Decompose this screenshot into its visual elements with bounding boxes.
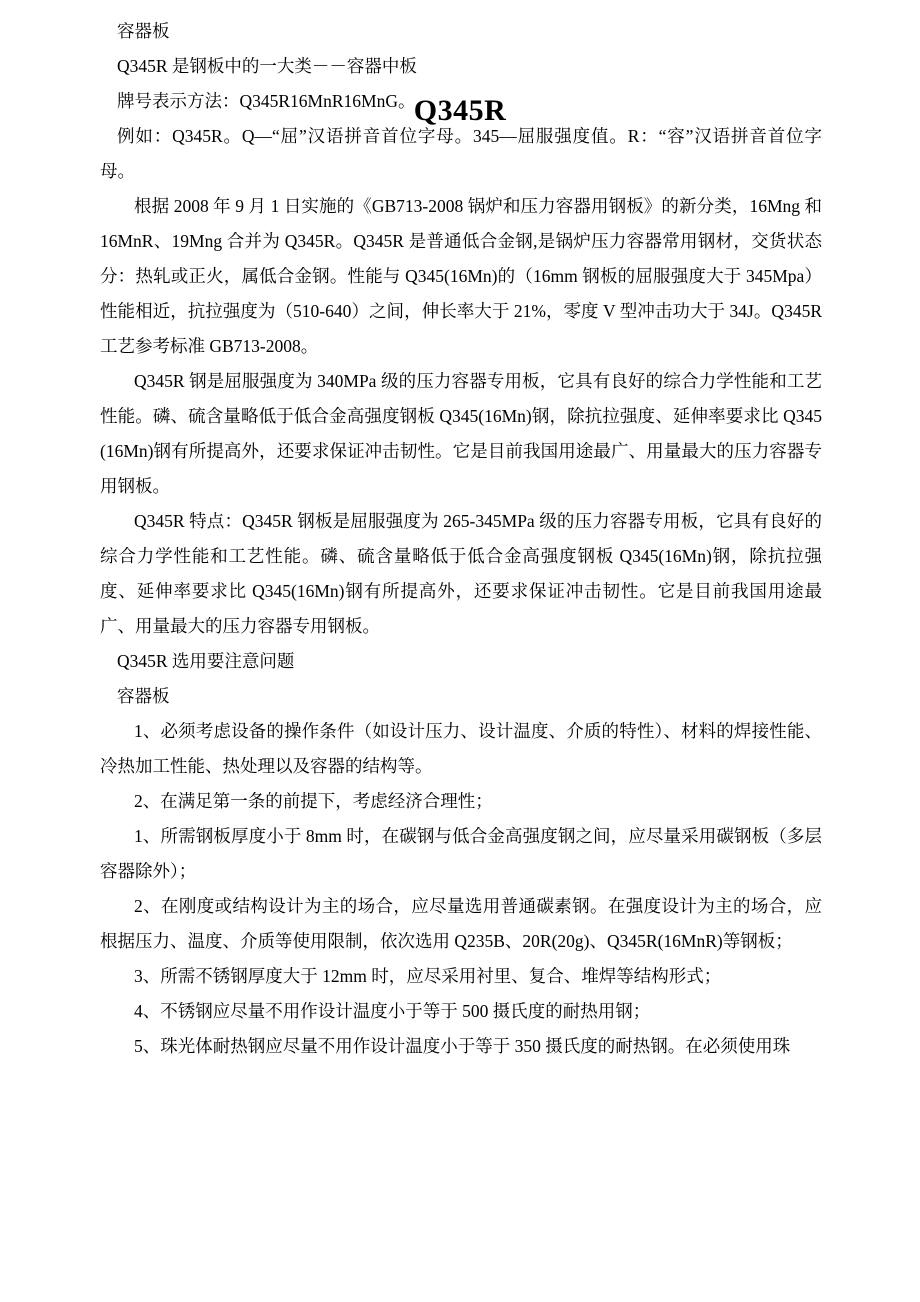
paragraph: 1、所需钢板厚度小于 8mm 时，在碳钢与低合金高强度钢之间，应尽量采用碳钢板（多层容器除外）； (100, 826, 822, 881)
paragraph: Q345R 钢是屈服强度为 340MPa 级的压力容器专用板，它具有良好的综合力学性能和工艺性能。磷、硫含量略低于低合金高强度钢板 Q345(16Mn)钢，除抗拉强度、延伸率要求比 Q345(16Mn)钢有所提高外，还要求保证冲击韧性。它是目前我国用途最广、用量最大的压力容器专用钢板。 (100, 371, 822, 496)
paragraph: 牌号表示方法：Q345R16MnR16MnG。 (117, 91, 416, 111)
paragraph: 容器板 (117, 686, 170, 706)
paragraph: Q345R 是钢板中的一大类－－容器中板 (117, 56, 417, 76)
paragraph: 5、珠光体耐热钢应尽量不用作设计温度小于等于 350 摄氏度的耐热钢。在必须使用珠 (134, 1036, 791, 1056)
paragraph-list (100, 14, 822, 1064)
paragraph: 2、在满足第一条的前提下，考虑经济合理性； (134, 791, 493, 811)
paragraph: 容器板 (117, 21, 170, 41)
paragraph: 3、所需不锈钢厚度大于 12mm 时，应尽采用衬里、复合、堆焊等结构形式； (134, 966, 722, 986)
paragraph: Q345R 选用要注意问题 (117, 651, 295, 671)
document-body (100, 0, 822, 1064)
paragraph: 根据 2008 年 9 月 1 日实施的《GB713-2008 锅炉和压力容器用钢板》的新分类，16Mng 和 16MnR、19Mng 合并为 Q345R。Q345R 是普通低合金钢,是锅炉压力容器常用钢材，交货状态分：热轧或正火，属低合金钢。性能与 Q345(16Mn)的（16mm 钢板的屈服强度大于 345Mpa）性能相近，抗拉强度为（510-640）之间，伸长率大于 21%，零度 V 型冲击功大于 34J。Q345R 工艺参考标准 GB713-2008。 (100, 196, 822, 356)
paragraph: Q345R 特点：Q345R 钢板是屈服强度为 265-345MPa 级的压力容器专用板，它具有良好的综合力学性能和工艺性能。磷、硫含量略低于低合金高强度钢板 Q345(16Mn)钢，除抗拉强度、延伸率要求比 Q345(16Mn)钢有所提高外，还要求保证冲击韧性。它是目前我国用途最广、用量最大的压力容器专用钢板。 (100, 511, 822, 636)
page-title: Q345R (413, 94, 507, 127)
paragraph: 例如：Q345R。Q—“屈”汉语拼音首位字母。345—屈服强度值。R：“容”汉语拼音首位字母。 (100, 126, 822, 181)
paragraph: 1、必须考虑设备的操作条件（如设计压力、设计温度、介质的特性）、材料的焊接性能、冷热加工性能、热处理以及容器的结构等。 (100, 721, 822, 776)
paragraph: 2、在刚度或结构设计为主的场合，应尽量选用普通碳素钢。在强度设计为主的场合，应根据压力、温度、介质等使用限制，依次选用 Q235B、20R(20g)、Q345R(16MnR)等钢板； (100, 896, 822, 951)
paragraph: 4、不锈钢应尽量不用作设计温度小于等于 500 摄氏度的耐热用钢； (134, 1001, 651, 1021)
